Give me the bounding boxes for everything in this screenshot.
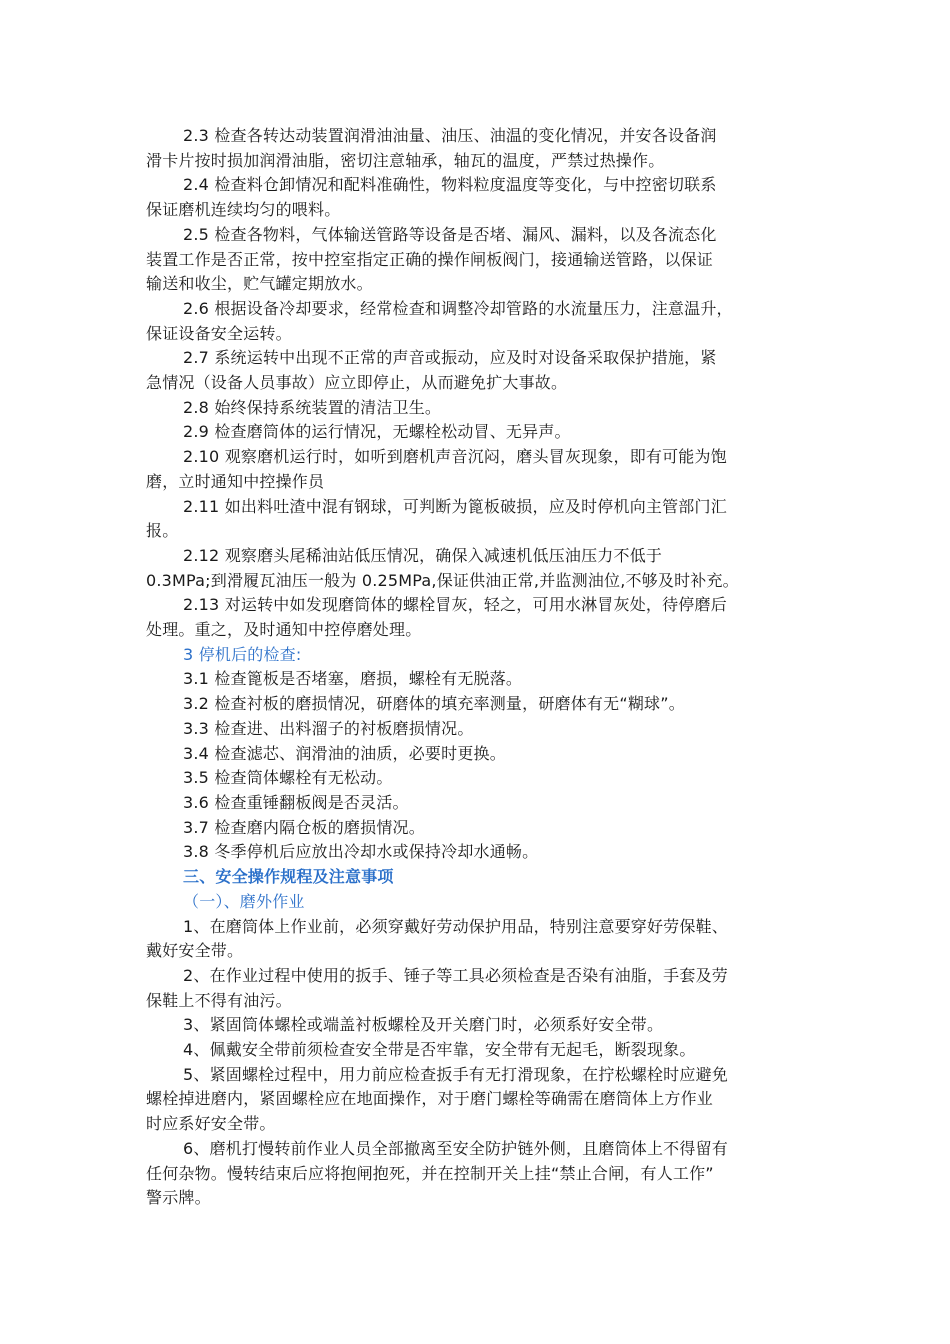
text-line: 3.1 检查篦板是否堵塞，磨损，螺栓有无脱落。 bbox=[183, 669, 523, 689]
text-line: 处理。重之，及时通知中控停磨处理。 bbox=[146, 620, 422, 640]
text-line: 磨，立时通知中控操作员 bbox=[146, 471, 325, 491]
text-line: 装置工作是否正常，按中控室指定正确的操作闸板阀门，接通输送管路，以保证 bbox=[146, 249, 714, 269]
paragraph bbox=[146, 223, 810, 297]
text-line: 滑卡片按时损加润滑油脂，密切注意轴承，轴瓦的温度，严禁过热操作。 bbox=[146, 150, 665, 170]
text-line: 2.5 检查各物料，气体输送管路等设备是否堵、漏风、漏料，以及各流态化 bbox=[183, 224, 717, 244]
text-line: 0.3MPa;到滑履瓦油压一般为 0.25MPa,保证供油正常,并监测油位,不够及时补充。 bbox=[146, 570, 739, 590]
text-line: 2.13 对运转中如发现磨筒体的螺栓冒灰，轻之，可用水淋冒灰处，待停磨后 bbox=[183, 595, 727, 615]
text-line: 2.10 观察磨机运行时，如听到磨机声音沉闷，磨头冒灰现象，即有可能为饱 bbox=[183, 447, 727, 467]
text-line: 2.12 观察磨头尾稀油站低压情况，确保入减速机低压油压力不低于 bbox=[183, 545, 663, 565]
paragraph bbox=[146, 544, 810, 593]
text-line: 急情况（设备人员事故）应立即停止，从而避免扩大事故。 bbox=[146, 373, 568, 393]
paragraph bbox=[146, 667, 810, 692]
text-line: 报。 bbox=[146, 521, 179, 541]
text-line: 3 停机后的检查: bbox=[183, 644, 302, 664]
subsection-heading bbox=[146, 643, 810, 668]
paragraph bbox=[146, 297, 810, 346]
paragraph bbox=[146, 346, 810, 395]
paragraph bbox=[146, 420, 810, 445]
text-line: 输送和收尘，贮气罐定期放水。 bbox=[146, 274, 373, 294]
paragraph bbox=[146, 396, 810, 421]
paragraph bbox=[146, 1063, 810, 1137]
paragraph bbox=[146, 766, 810, 791]
paragraph bbox=[146, 593, 810, 642]
text-line: 2.6 根据设备冷却要求，经常检查和调整冷却管路的水流量压力，注意温升， bbox=[183, 298, 733, 318]
paragraph bbox=[146, 495, 810, 544]
text-line: 2、在作业过程中使用的扳手、锤子等工具必须检查是否染有油脂，手套及劳 bbox=[183, 965, 728, 985]
paragraph bbox=[146, 791, 810, 816]
text-line: 3.7 检查磨内隔仓板的磨损情况。 bbox=[183, 817, 425, 837]
paragraph bbox=[146, 1038, 810, 1063]
text-line: 警示牌。 bbox=[146, 1188, 211, 1208]
text-line: 5、紧固螺栓过程中，用力前应检查扳手有无打滑现象，在拧松螺栓时应避免 bbox=[183, 1064, 728, 1084]
paragraph bbox=[146, 717, 810, 742]
text-line: 2.7 系统运转中出现不正常的声音或振动，应及时对设备采取保护措施，紧 bbox=[183, 348, 717, 368]
text-line: 任何杂物。慢转结束后应将抱闸抱死，并在控制开关上挂“禁止合闸，有人工作” bbox=[146, 1163, 714, 1183]
paragraph bbox=[146, 173, 810, 222]
text-line: 3.3 检查进、出料溜子的衬板磨损情况。 bbox=[183, 718, 474, 738]
text-line: 3.8 冬季停机后应放出冷却水或保持冷却水通畅。 bbox=[183, 842, 539, 862]
text-line: 6、磨机打慢转前作业人员全部撤离至安全防护链外侧，且磨筒体上不得留有 bbox=[183, 1138, 728, 1158]
text-line: 3.5 检查筒体螺栓有无松动。 bbox=[183, 768, 393, 788]
text-line: 4、佩戴安全带前须检查安全带是否牢靠，安全带有无起毛，断裂现象。 bbox=[183, 1040, 696, 1060]
paragraph bbox=[146, 692, 810, 717]
text-line: 2.4 检查料仓卸情况和配料准确性，物料粒度温度等变化，与中控密切联系 bbox=[183, 175, 717, 195]
text-line: 保证磨机连续均匀的喂料。 bbox=[146, 200, 341, 220]
paragraph bbox=[146, 445, 810, 494]
text-line: 3.4 检查滤芯、润滑油的油质，必要时更换。 bbox=[183, 743, 506, 763]
text-line: 3、紧固筒体螺栓或端盖衬板螺栓及开关磨门时，必须系好安全带。 bbox=[183, 1015, 664, 1035]
paragraph bbox=[146, 816, 810, 841]
paragraph bbox=[146, 1137, 810, 1211]
paragraph bbox=[146, 742, 810, 767]
text-line: 戴好安全带。 bbox=[146, 941, 244, 961]
text-line: （一）、磨外作业 bbox=[183, 891, 305, 911]
text-line: 1、在磨筒体上作业前，必须穿戴好劳动保护用品，特别注意要穿好劳保鞋、 bbox=[183, 916, 728, 936]
paragraph bbox=[146, 964, 810, 1013]
paragraph bbox=[146, 840, 810, 865]
paragraph bbox=[146, 124, 810, 173]
text-line: 3.2 检查衬板的磨损情况，研磨体的填充率测量，研磨体有无“糊球”。 bbox=[183, 694, 685, 714]
text-line: 螺栓掉进磨内，紧固螺栓应在地面操作，对于磨门螺栓等确需在磨筒体上方作业 bbox=[146, 1089, 714, 1109]
text-line: 2.9 检查磨筒体的运行情况，无螺栓松动冒、无异声。 bbox=[183, 422, 571, 442]
text-line: 2.8 始终保持系统装置的清洁卫生。 bbox=[183, 397, 442, 417]
paragraph bbox=[146, 1013, 810, 1038]
text-line: 3.6 检查重锤翻板阀是否灵活。 bbox=[183, 792, 409, 812]
text-line: 2.11 如出料吐渣中混有钢球，可判断为篦板破损，应及时停机向主管部门汇 bbox=[183, 496, 727, 516]
text-line: 时应系好安全带。 bbox=[146, 1114, 276, 1134]
text-line: 三、安全操作规程及注意事项 bbox=[183, 867, 394, 887]
document-body bbox=[146, 124, 810, 1211]
text-line: 2.3 检查各转达动装置润滑油油量、油压、油温的变化情况，并安各设备润 bbox=[183, 126, 717, 145]
subsection-heading bbox=[146, 890, 810, 915]
paragraph bbox=[146, 915, 810, 964]
section-heading bbox=[146, 865, 810, 890]
text-line: 保鞋上不得有油污。 bbox=[146, 990, 292, 1010]
text-line: 保证设备安全运转。 bbox=[146, 323, 292, 343]
